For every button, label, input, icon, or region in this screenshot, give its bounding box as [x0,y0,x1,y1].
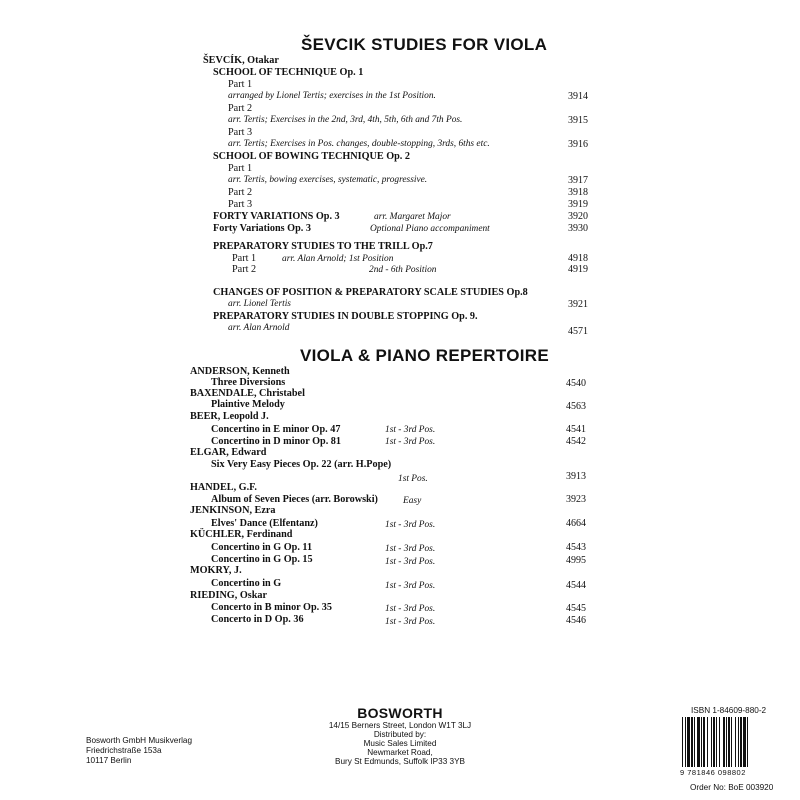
german-publisher-block [86,736,192,766]
catalogue-number: 3917 [568,175,588,186]
position-note: 1st - 3rd Pos. [385,557,436,567]
part-label: Part 2 [228,187,253,198]
position-note: 1st - 3rd Pos. [385,437,436,447]
catalogue-number: 4545 [566,603,586,614]
work-forty-variations: FORTY VARIATIONS Op. 3 [213,211,340,222]
composer-baxendale: BAXENDALE, Christabel [190,388,305,399]
position-note: 1st - 3rd Pos. [385,581,436,591]
composer-sevcik: ŠEVCÍK, Otakar [203,55,279,66]
work-description: arr. Tertis, bowing exercises, systematic, progressive. [228,175,428,185]
work-trill: PREPARATORY STUDIES TO THE TRILL Op.7 [213,241,433,252]
work-school-bowing: SCHOOL OF BOWING TECHNIQUE Op. 2 [213,151,410,162]
work-description: arr. Lionel Tertis [228,299,291,309]
work-double-stopping: PREPARATORY STUDIES IN DOUBLE STOPPING Op. 9. [213,311,478,322]
distributor-address-1: Newmarket Road, [367,748,433,757]
part-label: Part 2 [228,103,253,114]
catalogue-number: 4571 [568,326,588,337]
distributor-name: Music Sales Limited [363,739,437,748]
part-label: Part 3 [228,127,253,138]
catalogue-number: 3916 [568,139,588,150]
composer-elgar: ELGAR, Edward [190,447,267,458]
composer-jenkinson: JENKINSON, Ezra [190,505,276,516]
work-title: Six Very Easy Pieces Op. 22 (arr. H.Pope) [211,459,392,470]
work-description: Optional Piano accompaniment [370,224,490,234]
composer-kuchler: KÜCHLER, Ferdinand [190,529,293,540]
catalogue-number: 3930 [568,223,588,234]
catalogue-number: 4542 [566,436,586,447]
position-note: 1st - 3rd Pos. [385,617,436,627]
work-description: arranged by Lionel Tertis; exercises in the 1st Position. [228,91,436,101]
catalogue-number: 3923 [566,494,586,505]
german-publisher-street: Friedrichstraße 153a [86,746,162,755]
catalogue-number: 4919 [568,264,588,275]
position-note: Easy [403,496,422,506]
barcode-digits: 9 781846 098802 [680,768,746,777]
composer-beer: BEER, Leopold J. [190,411,269,422]
catalogue-number: 4543 [566,542,586,553]
position-note: 1st - 3rd Pos. [385,604,436,614]
composer-handel: HANDEL, G.F. [190,482,257,493]
catalogue-number: 4918 [568,253,588,264]
publisher-block [300,705,500,766]
work-title: Concertino in G Op. 11 [211,542,313,553]
catalogue-number: 4546 [566,615,586,626]
order-number: Order No: BoE 003920 [690,783,774,792]
position-note: 1st - 3rd Pos. [385,425,436,435]
catalogue-number: 4541 [566,424,586,435]
german-publisher-name: Bosworth GmbH Musikverlag [86,736,193,745]
composer-mokry: MOKRY, J. [190,565,242,576]
work-forty-variations-piano: Forty Variations Op. 3 [213,223,311,234]
isbn: ISBN 1-84609-880-2 [691,706,767,715]
position-note: 1st - 3rd Pos. [385,544,436,554]
work-description: arr. Alan Arnold [228,323,290,333]
position-note: 1st Pos. [398,474,428,484]
catalogue-number: 3919 [568,199,588,210]
catalogue-number: 4995 [566,555,586,566]
work-description: arr. Alan Arnold; 1st Position [282,254,394,264]
work-title: Plaintive Melody [211,399,285,410]
catalogue-number: 4563 [566,401,586,412]
repertoire-title: VIOLA & PIANO REPERTOIRE [300,346,550,365]
german-publisher-city: 10117 Berlin [86,756,132,765]
work-description: arr. Tertis; Exercises in Pos. changes, double-stopping, 3rds, 6ths etc. [228,139,490,149]
distributed-by: Distributed by: [373,730,427,739]
work-title: Concertino in D minor Op. 81 [211,436,341,447]
catalogue-number: 3921 [568,299,588,310]
publisher-name: BOSWORTH [357,705,443,721]
catalogue-number: 4664 [566,518,586,529]
work-title: Album of Seven Pieces (arr. Borowski) [211,494,378,505]
distributor-address-2: Bury St Edmunds, Suffolk IP33 3YB [334,757,465,766]
catalogue-number: 3920 [568,211,588,222]
part-label: Part 1 [228,79,253,90]
part-label: Part 3 [228,199,253,210]
work-title: Concerto in B minor Op. 35 [211,602,332,613]
catalogue-number: 3915 [568,115,588,126]
catalogue-number: 4540 [566,378,586,389]
work-description: 2nd - 6th Position [369,265,437,275]
position-note: 1st - 3rd Pos. [385,520,436,530]
work-title: Concertino in G Op. 15 [211,554,313,565]
barcode-icon [680,717,775,767]
part-label: Part 2 [232,264,257,275]
part-label: Part 1 [232,253,257,264]
catalogue-number: 3918 [568,187,588,198]
work-title: Concerto in D Op. 36 [211,614,304,625]
part-label: Part 1 [228,163,253,174]
work-title: Three Diversions [211,377,286,388]
catalogue-number: 3914 [568,91,588,102]
sevcik-title: ŠEVCIK STUDIES FOR VIOLA [301,35,548,54]
publisher-address: 14/15 Berners Street, London W1T 3LJ [328,721,472,730]
work-title: Concertino in E minor Op. 47 [211,424,341,435]
work-school-technique: SCHOOL OF TECHNIQUE Op. 1 [213,67,364,78]
composer-rieding: RIEDING, Oskar [190,590,267,601]
catalogue-number: 4544 [566,580,586,591]
work-title: Concertino in G [211,578,282,589]
composer-anderson: ANDERSON, Kenneth [190,366,290,377]
work-description: arr. Margaret Major [374,212,451,222]
catalogue-number: 3913 [566,471,586,482]
work-changes-of-position: CHANGES OF POSITION & PREPARATORY SCALE STUDIES Op.8 [213,287,528,298]
work-description: arr. Tertis; Exercises in the 2nd, 3rd, 4th, 5th, 6th and 7th Pos. [228,115,463,125]
work-title: Elves' Dance (Elfentanz) [211,518,318,529]
